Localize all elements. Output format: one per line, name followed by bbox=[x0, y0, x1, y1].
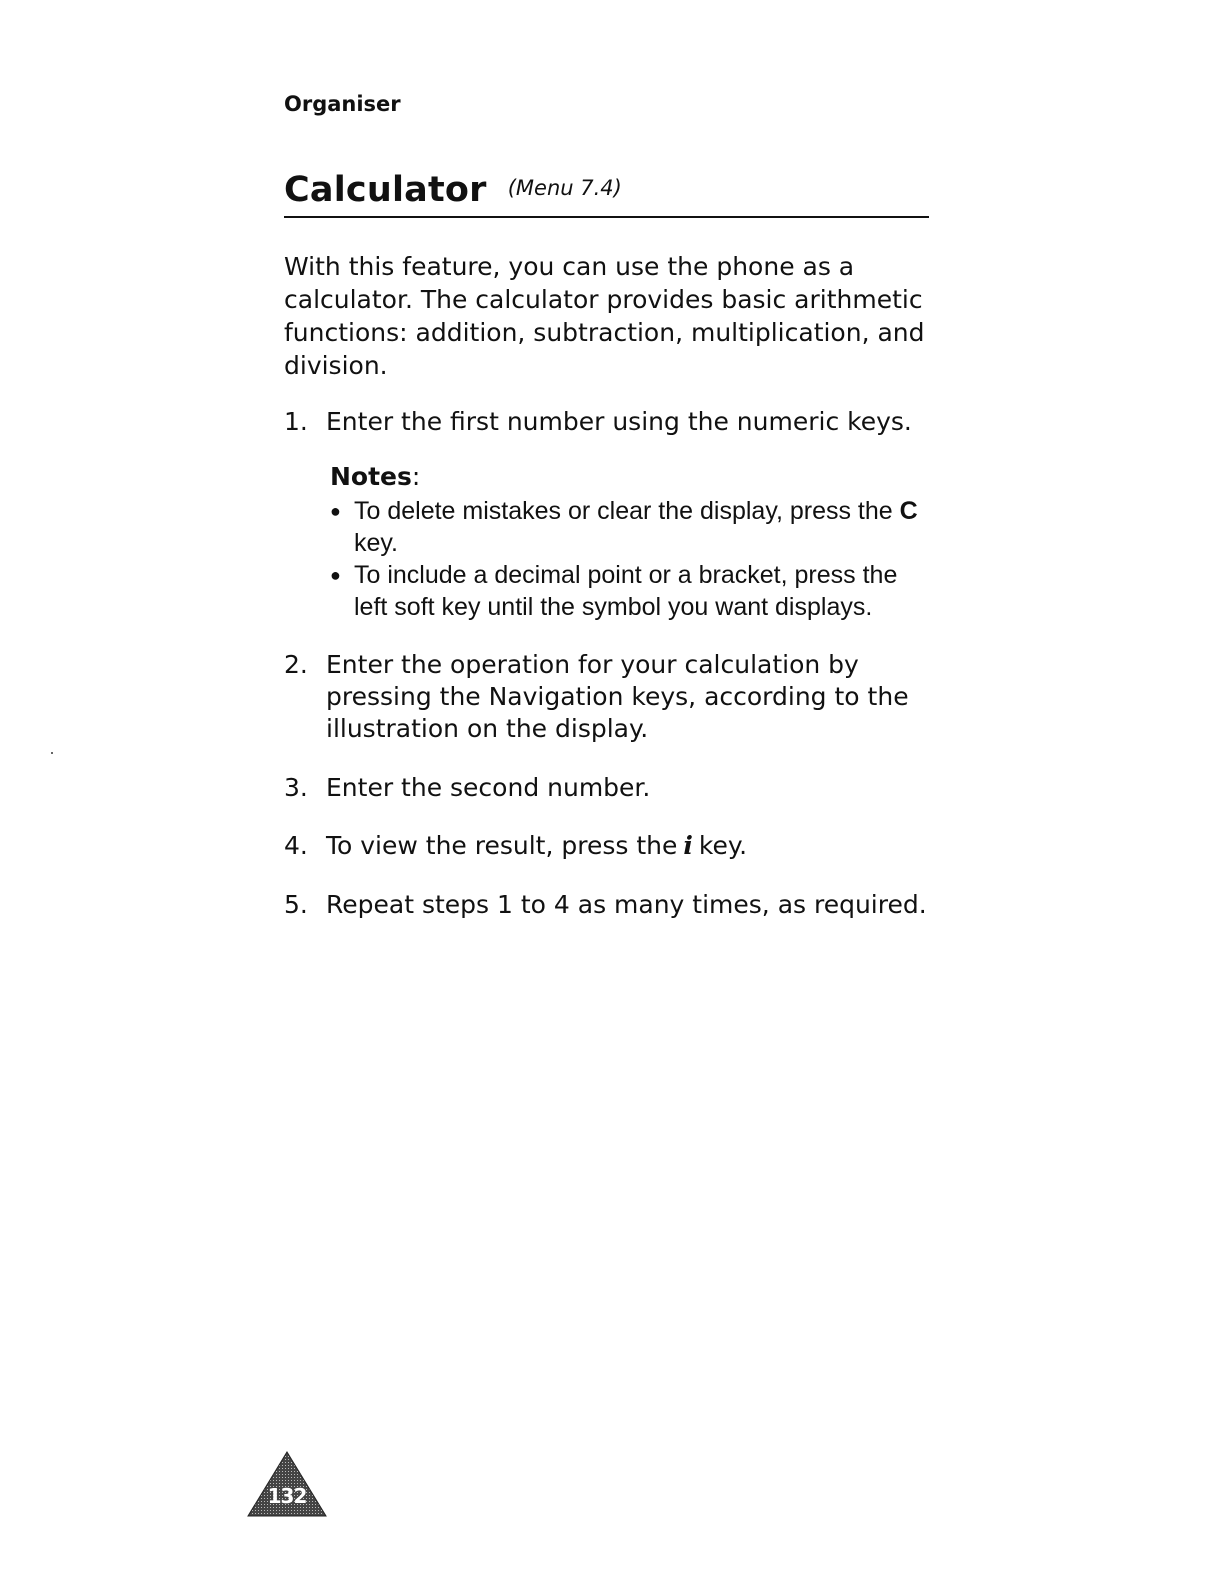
note-text: To delete mistakes or clear the display, press the bbox=[354, 497, 893, 525]
note-item bbox=[330, 495, 930, 559]
page-title: Calculator bbox=[284, 170, 487, 210]
page-heading bbox=[284, 170, 929, 218]
bullet-icon: ● bbox=[330, 501, 341, 521]
step-number: 5. bbox=[284, 890, 308, 919]
step-number: 4. bbox=[284, 831, 308, 860]
step-text: Enter the operation for your calculation by pressing the Navigation keys, according to the illustration on the display. bbox=[326, 650, 909, 743]
step-text: Enter the first number using the numeric keys. bbox=[326, 407, 912, 436]
menu-reference: (Menu 7.4) bbox=[507, 176, 622, 200]
step-2 bbox=[284, 649, 934, 745]
info-key-icon: i bbox=[683, 831, 693, 860]
step-text: Repeat steps 1 to 4 as many times, as required. bbox=[326, 890, 927, 919]
bullet-icon: ● bbox=[330, 565, 341, 585]
step-number: 1. bbox=[284, 407, 308, 436]
note-text-after: key. bbox=[354, 529, 398, 557]
step-1 bbox=[284, 406, 934, 438]
step-number: 2. bbox=[284, 650, 308, 679]
step-5 bbox=[284, 889, 934, 921]
scan-artifact bbox=[51, 752, 53, 754]
step-4 bbox=[284, 830, 934, 862]
step-number: 3. bbox=[284, 773, 308, 802]
note-text: To include a decimal point or a bracket, press the left soft key until the symbol you want displays. bbox=[354, 561, 898, 621]
note-item bbox=[330, 559, 930, 623]
notes-heading: Notes: bbox=[330, 462, 421, 491]
page-number: 132 bbox=[267, 1484, 307, 1508]
page-number-badge bbox=[246, 1450, 328, 1518]
section-label: Organiser bbox=[284, 92, 401, 116]
intro-paragraph: With this feature, you can use the phone as a calculator. The calculator provides basic arithmetic functions: addition, subtraction, multiplication, and division. bbox=[284, 252, 925, 380]
step-text: To view the result, press the i key. bbox=[326, 831, 748, 860]
notes-box bbox=[330, 462, 930, 623]
step-3 bbox=[284, 772, 934, 804]
step-text: Enter the second number. bbox=[326, 773, 651, 802]
c-key-label: C bbox=[899, 497, 918, 525]
